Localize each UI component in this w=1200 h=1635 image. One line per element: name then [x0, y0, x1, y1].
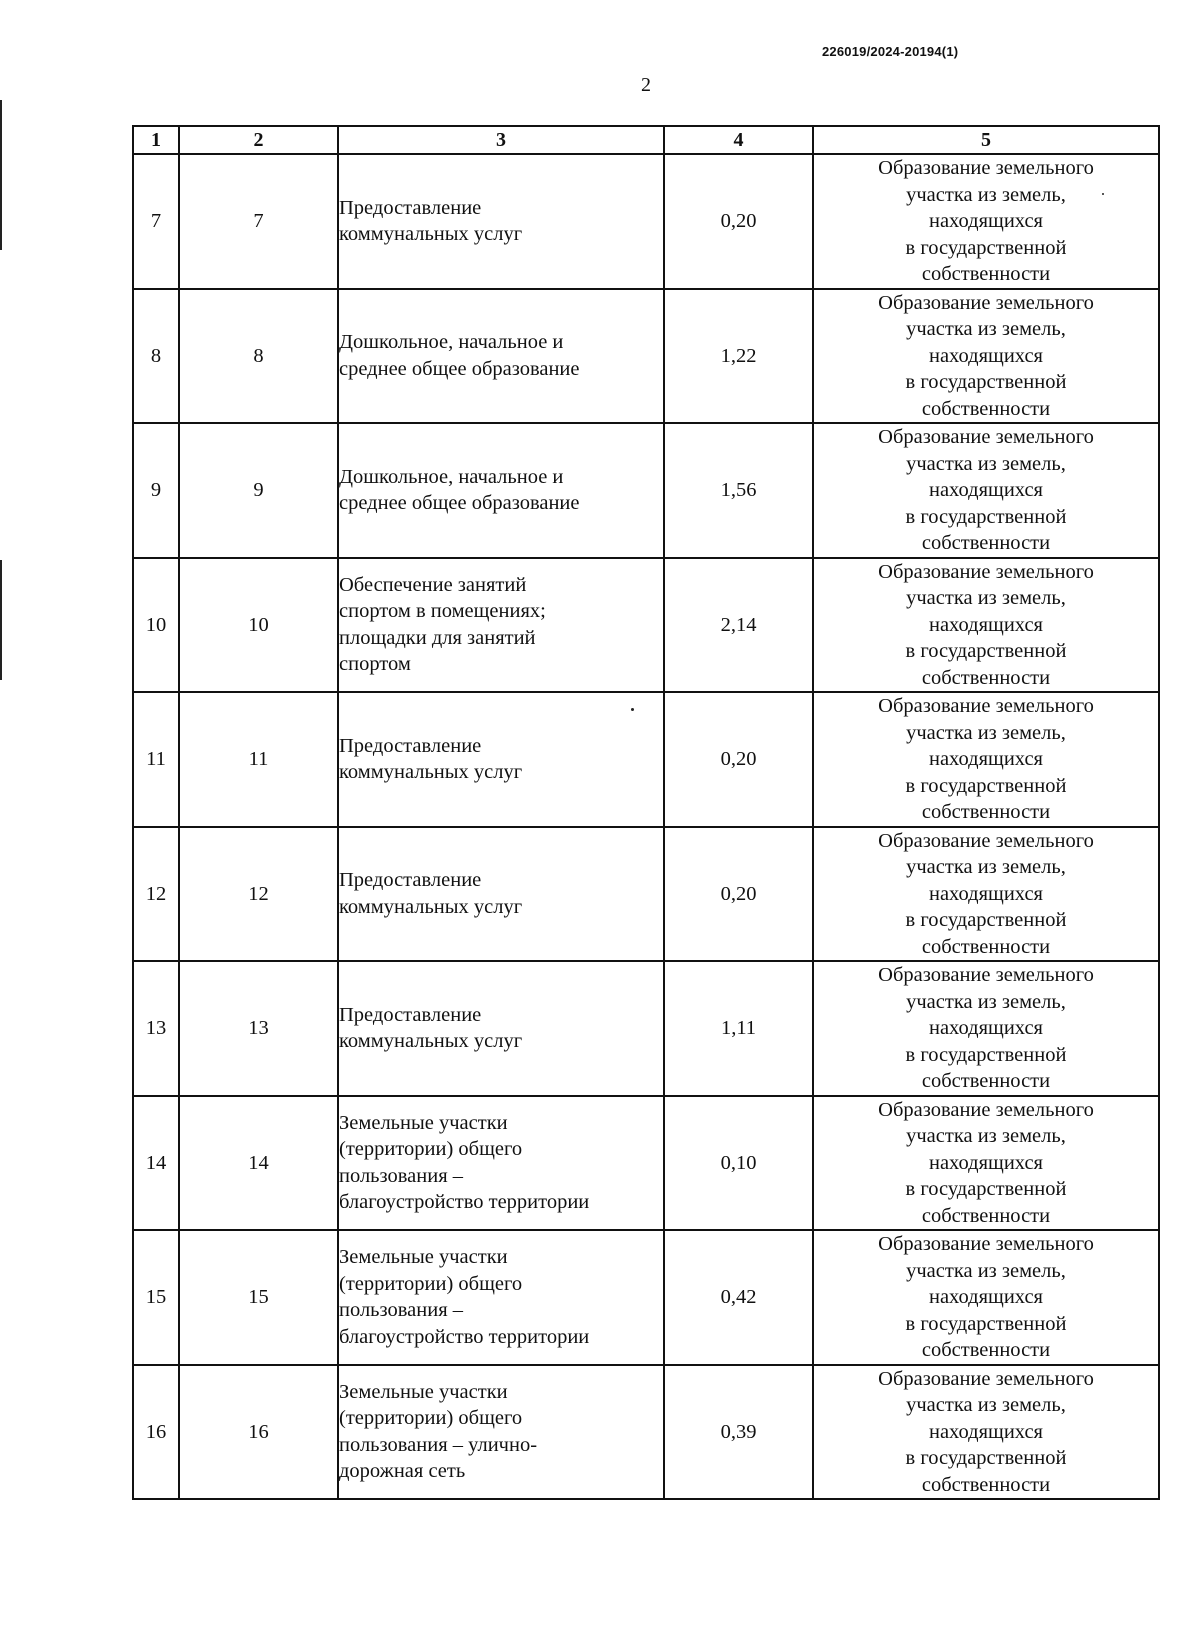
table-row — [133, 827, 1159, 962]
permitted-use-line: (территории) общего — [339, 1272, 523, 1295]
formation-method-line: Образование земельного — [878, 426, 1094, 448]
permitted-use-line: среднее общее образование — [339, 357, 580, 380]
permitted-use-cell — [338, 423, 664, 558]
row-index-cell: 15 — [133, 1230, 179, 1365]
permitted-use-line: благоустройство территории — [339, 1191, 590, 1214]
permitted-use-line: дорожная сеть — [339, 1460, 466, 1483]
permitted-use-line: площадки для занятий — [339, 626, 536, 649]
formation-method-line: в государственной — [905, 1312, 1067, 1335]
formation-method-line: участка из земель, — [906, 183, 1066, 206]
formation-method-line: Образование земельного — [878, 1233, 1094, 1255]
header-row — [133, 126, 1159, 154]
formation-method-line: участка из земель, — [906, 1394, 1066, 1416]
formation-method-line: находящихся — [928, 882, 1043, 905]
area-cell: 1,56 — [664, 423, 813, 558]
permitted-use-line: Предоставление — [339, 869, 482, 892]
plot-number-cell: 7 — [179, 154, 338, 289]
row-index-cell: 7 — [133, 154, 179, 289]
page-number: 2 — [641, 74, 651, 96]
permitted-use-line: (территории) общего — [339, 1407, 523, 1430]
formation-method-line: в государственной — [905, 236, 1067, 259]
formation-method-line: участка из земель, — [906, 721, 1066, 744]
plot-number-cell: 12 — [179, 827, 338, 962]
formation-method-line: в государственной — [905, 505, 1067, 528]
permitted-use-cell — [338, 1365, 664, 1500]
formation-method-cell — [813, 423, 1159, 558]
formation-method-line: Образование земельного — [878, 695, 1094, 717]
header-col-1: 1 — [133, 126, 179, 154]
table-row — [133, 154, 1159, 289]
permitted-use-line: Предоставление — [339, 1003, 482, 1026]
scan-edge-mark — [0, 100, 2, 250]
formation-method-line: участка из земель, — [906, 990, 1066, 1013]
row-index-cell: 10 — [133, 558, 179, 693]
permitted-use-line: спортом в помещениях; — [339, 600, 546, 623]
permitted-use-line: пользования – — [339, 1164, 464, 1187]
area-cell: 0,20 — [664, 154, 813, 289]
formation-method-line: собственности — [921, 263, 1051, 285]
plot-number-cell: 8 — [179, 289, 338, 424]
formation-method-line: в государственной — [905, 909, 1067, 931]
permitted-use-line: Земельные участки — [339, 1111, 508, 1134]
row-index-cell: 14 — [133, 1096, 179, 1231]
permitted-use-cell — [338, 289, 664, 424]
permitted-use-line: Дошкольное, начальное и — [339, 465, 564, 488]
table-body — [133, 154, 1159, 1499]
permitted-use-line: коммунальных услуг — [339, 223, 523, 246]
table-row — [133, 692, 1159, 827]
formation-method-line: Образование земельного — [878, 1098, 1094, 1121]
scan-speck — [631, 708, 634, 711]
area-cell: 1,22 — [664, 289, 813, 424]
formation-method-line: Образование земельного — [878, 560, 1094, 583]
land-plots-table — [132, 125, 1160, 1500]
formation-method-line: Образование земельного — [878, 1367, 1094, 1390]
permitted-use-line: пользования – улично- — [339, 1433, 538, 1456]
row-index-cell: 12 — [133, 827, 179, 962]
scan-speck — [1102, 193, 1104, 195]
formation-method-line: собственности — [921, 1339, 1051, 1361]
formation-method-line: Образование земельного — [878, 964, 1094, 986]
formation-method-cell — [813, 558, 1159, 693]
formation-method-cell — [813, 1365, 1159, 1500]
permitted-use-cell — [338, 692, 664, 827]
plot-number-cell: 9 — [179, 423, 338, 558]
row-index-cell: 9 — [133, 423, 179, 558]
permitted-use-line: Предоставление — [339, 196, 482, 219]
area-cell: 0,39 — [664, 1365, 813, 1500]
formation-method-line: в государственной — [905, 1178, 1067, 1200]
permitted-use-cell — [338, 558, 664, 693]
area-cell: 2,14 — [664, 558, 813, 693]
permitted-use-line: коммунальных услуг — [339, 1030, 523, 1053]
formation-method-line: собственности — [921, 1204, 1051, 1227]
formation-method-line: находящихся — [928, 1420, 1043, 1443]
table-row — [133, 558, 1159, 693]
formation-method-line: собственности — [921, 1070, 1051, 1092]
formation-method-line: участка из земель, — [906, 1125, 1066, 1147]
area-cell: 0,20 — [664, 692, 813, 827]
plot-number-cell: 16 — [179, 1365, 338, 1500]
formation-method-line: в государственной — [905, 1447, 1067, 1469]
formation-method-cell — [813, 961, 1159, 1096]
formation-method-line: собственности — [921, 532, 1051, 554]
formation-method-line: находящихся — [928, 210, 1043, 232]
table-row — [133, 1230, 1159, 1365]
formation-method-line: в государственной — [905, 640, 1067, 662]
formation-method-cell — [813, 1230, 1159, 1365]
formation-method-line: находящихся — [928, 479, 1043, 501]
formation-method-cell — [813, 827, 1159, 962]
plot-number-cell: 11 — [179, 692, 338, 827]
row-index-cell: 8 — [133, 289, 179, 424]
permitted-use-line: (территории) общего — [339, 1138, 523, 1161]
formation-method-line: в государственной — [905, 774, 1067, 797]
formation-method-line: собственности — [921, 666, 1051, 689]
formation-method-line: находящихся — [928, 1286, 1043, 1308]
permitted-use-line: Земельные участки — [339, 1380, 508, 1403]
permitted-use-cell — [338, 1096, 664, 1231]
formation-method-line: участка из земель, — [906, 318, 1066, 340]
row-index-cell: 11 — [133, 692, 179, 827]
plot-number-cell: 10 — [179, 558, 338, 693]
formation-method-line: участка из земель, — [906, 856, 1066, 878]
permitted-use-line: коммунальных услуг — [339, 895, 523, 918]
permitted-use-cell — [338, 827, 664, 962]
permitted-use-line: пользования – — [339, 1299, 464, 1322]
header-col-3: 3 — [338, 126, 664, 154]
permitted-use-line: коммунальных услуг — [339, 761, 523, 784]
formation-method-line: находящихся — [928, 613, 1043, 636]
formation-method-line: находящихся — [928, 748, 1043, 770]
formation-method-line: собственности — [921, 935, 1051, 958]
formation-method-cell — [813, 154, 1159, 289]
formation-method-line: в государственной — [905, 1043, 1067, 1066]
formation-method-line: собственности — [921, 1473, 1051, 1496]
plot-number-cell: 13 — [179, 961, 338, 1096]
permitted-use-line: среднее общее образование — [339, 492, 580, 515]
permitted-use-line: Земельные участки — [339, 1246, 508, 1269]
permitted-use-line: Обеспечение занятий — [339, 573, 527, 596]
scan-edge-mark — [0, 560, 2, 680]
formation-method-line: находящихся — [928, 1151, 1043, 1174]
table-row — [133, 1365, 1159, 1500]
row-index-cell: 13 — [133, 961, 179, 1096]
formation-method-line: участка из земель, — [906, 1259, 1066, 1282]
formation-method-line: Образование земельного — [878, 291, 1094, 314]
formation-method-line: собственности — [921, 801, 1051, 823]
formation-method-cell — [813, 1096, 1159, 1231]
table-row — [133, 289, 1159, 424]
formation-method-line: Образование земельного — [878, 157, 1094, 179]
permitted-use-cell — [338, 154, 664, 289]
formation-method-line: собственности — [921, 397, 1051, 420]
formation-method-line: Образование земельного — [878, 829, 1094, 852]
permitted-use-line: благоустройство территории — [339, 1325, 590, 1348]
formation-method-line: участка из земель, — [906, 587, 1066, 609]
formation-method-cell — [813, 289, 1159, 424]
document-id: 226019/2024-20194(1) — [822, 44, 959, 59]
table-row — [133, 961, 1159, 1096]
header-col-5: 5 — [813, 126, 1159, 154]
formation-method-line: находящихся — [928, 1017, 1043, 1039]
formation-method-line: участка из земель, — [906, 452, 1066, 475]
header-col-4: 4 — [664, 126, 813, 154]
permitted-use-line: Предоставление — [339, 734, 482, 757]
table-row — [133, 1096, 1159, 1231]
plot-number-cell: 14 — [179, 1096, 338, 1231]
area-cell: 0,42 — [664, 1230, 813, 1365]
formation-method-cell — [813, 692, 1159, 827]
row-index-cell: 16 — [133, 1365, 179, 1500]
permitted-use-cell — [338, 1230, 664, 1365]
formation-method-line: в государственной — [905, 371, 1067, 393]
table-row — [133, 423, 1159, 558]
plot-number-cell: 15 — [179, 1230, 338, 1365]
area-cell: 1,11 — [664, 961, 813, 1096]
header-col-2: 2 — [179, 126, 338, 154]
area-cell: 0,20 — [664, 827, 813, 962]
formation-method-line: находящихся — [928, 344, 1043, 367]
permitted-use-cell — [338, 961, 664, 1096]
permitted-use-line: спортом — [339, 653, 411, 676]
area-cell: 0,10 — [664, 1096, 813, 1231]
permitted-use-line: Дошкольное, начальное и — [339, 331, 564, 354]
